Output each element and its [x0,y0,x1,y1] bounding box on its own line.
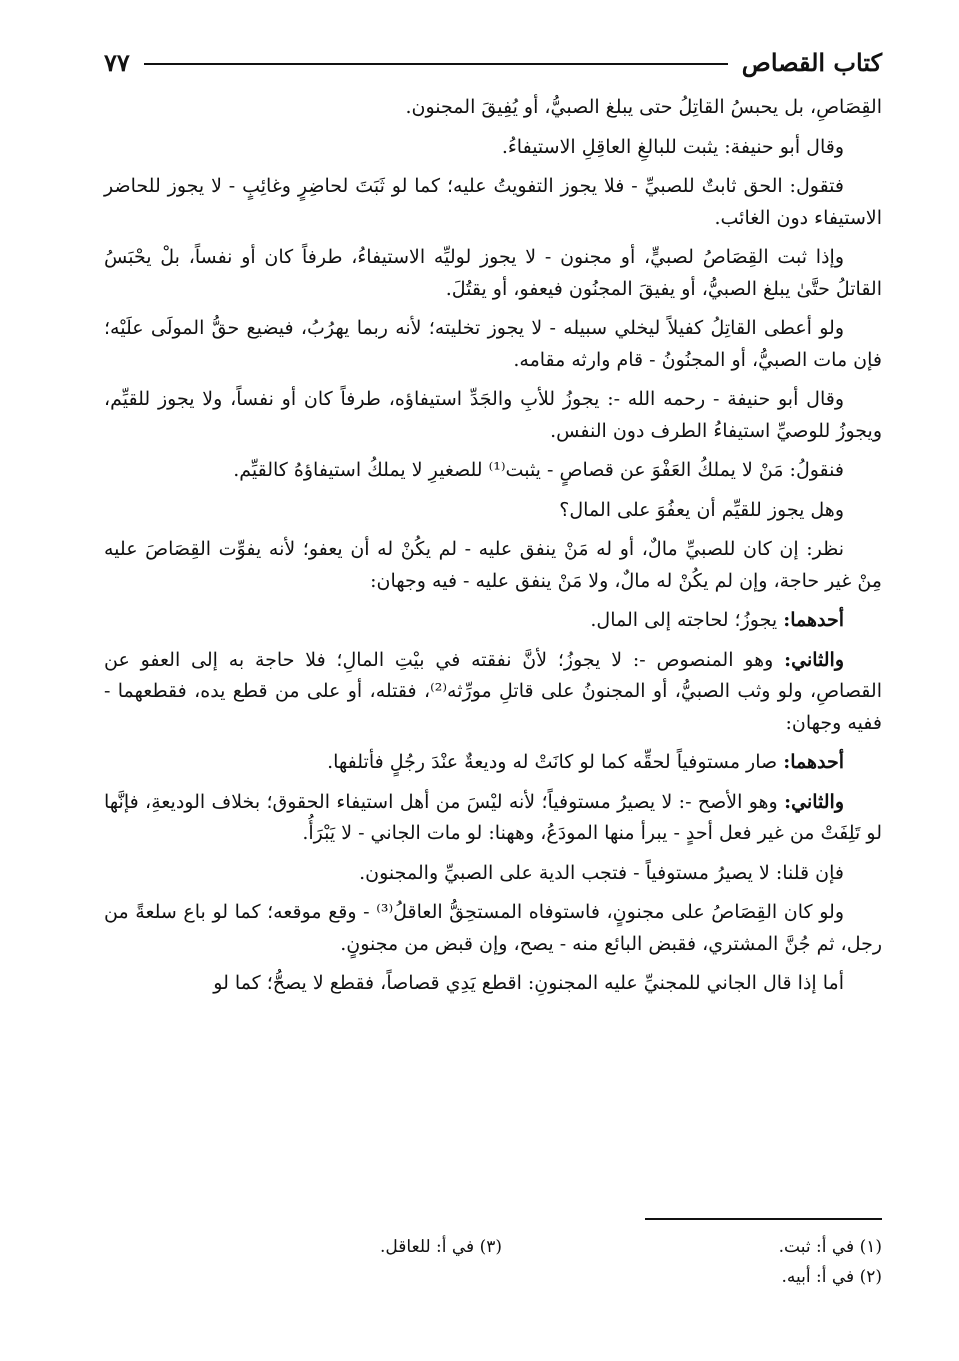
paragraph-text: وقال أبو حنيفة: يثبت للبالغِ العاقِلِ الاستيفاءُ. [501,135,844,158]
footnote: (١) في أ: ثبت. [778,1237,882,1257]
footnote-row [104,1262,882,1292]
paragraph [104,384,882,447]
page-number: ٧٧ [104,47,130,77]
paragraph [104,605,882,637]
footnote [122,1262,502,1292]
footnote-row [104,1232,882,1262]
paragraph-text: ولو أعطى القاتِلُ كفيلاً ليخلي سبيله - لا يجوز تخليته؛ لأنه ربما يهرُبُ، فيضيع حقُّ المولَى علَيْه؛ فإن مات الصبيُّ، أو المجنُونُ - قام وارثه مقامه. [104,317,882,371]
footnote-separator [645,1218,882,1220]
running-title: كتاب القصاص [741,47,882,77]
paragraph-lead: والثاني: [784,648,844,671]
paragraph-lead: أحدهما: [783,609,844,631]
page-header [104,40,882,84]
paragraph [104,132,882,164]
paragraph-text: يجوزُ؛ لحاجته إلى المال. [590,609,784,631]
paragraph [104,171,882,234]
paragraph-text: وإذا ثبت القِصَاصُ لصبيٍّ، أو مجنون - لا يجوز لوليِّه الاستيفاءُ، طرفاً كان أو نفساً، بلْ يحْبَسُ القاتلُ حتَّىٰ يبلغ الصبيُّ، أو يفيقَ المجنُون فيعفو، أو يقتُلَ. [104,246,882,300]
footnote: (٢) في أ: أبيه. [781,1267,882,1287]
paragraph-text: ولو كان القِصَاصُ على مجنونٍ، فاستوفاه المستحِقُّ العاقلُ⁽³⁾ - وقع موقعه؛ كما لو باع سلعةً من رجل، ثم جُنَّ المشتري، فقبض البائع منه - يصح، وإن قبض من مجنونٍ. [104,901,882,955]
page-body [104,92,882,1008]
footnotes [104,1232,882,1292]
footnote: (٣) في أ: للعاقل. [380,1237,502,1257]
paragraph-lead: والثاني: [784,790,844,813]
paragraph [104,858,882,890]
paragraph [104,787,882,850]
paragraph [104,897,882,960]
paragraph-text: فإن قلنا: لا يصيرُ مستوفياً - فتجب الدية على الصبيِّ والمجنون. [359,861,844,884]
paragraph-text: وهو المنصوص -: لا يجوزُ؛ لأنَّ نفقته في بيْتِ المالِ؛ فلا حاجة به إلى العفو عن القصاصِ، ولو وثب الصبيُّ، أو المجنونُ على قاتلِ مورِّثه⁽²⁾، فقتله، أو على من قطع يده، فقطعهما - ففيه وجهان: [104,648,882,734]
paragraph [104,242,882,305]
paragraph [104,645,882,740]
paragraph [104,313,882,376]
paragraph [104,747,882,779]
paragraph-text: القِصَاصِ، بل يحبسُ القاتِلُ حتى يبلغ الصبيُّ، أو يُفِيقَ المجنون. [405,96,882,118]
paragraph-text: صار مستوفياً لحقِّه كما لو كانَتْ له وديعةٌ عنْدَ رجُلٍ فأتلفها. [327,751,784,773]
paragraph-text: أما إذا قال الجاني للمجنيِّ عليه المجنونِ: اقطع يَدِي قصاصاً، فقطع لا يصحُّ؛ كما لو [213,972,844,994]
header-rule [144,63,728,65]
paragraph [104,455,882,487]
paragraph [104,968,882,1000]
paragraph-text: وهو الأصح -: لا يصيرُ مستوفياً؛ لأنه ليْسَ من أهل استيفاء الحقوق؛ بخلاف الوديعةِ، فإنَّها لو تَلِفَتْ من غير فعل أحدٍ - يبرأ منها المودَعُ، وههنا: لو مات الجاني - لا يَبْرَأُ. [104,790,882,844]
paragraph-text: نظر: إن كان للصبيِّ مالٌ، أو له مَنْ ينفق عليه - لم يكُنْ له أن يعفو؛ لأنه يفوِّت القِصَاصَ عليه مِنْ غير حاجة، وإن لم يكُنْ له مالٌ، ولا مَنْ ينفق عليه - فيه وجهان: [104,538,882,592]
paragraph-text: فنقولُ: مَنْ لا يملكُ العَفْوَ عن قصاصٍ - يثبت⁽¹⁾ للصغيرِ لا يملكُ استيفاؤهُ كالقيِّم. [233,459,844,481]
paragraph-lead: أحدهما: [783,751,844,773]
paragraph-text: وقال أبو حنيفة - رحمه الله -: يجوزُ للأبِ والجَدِّ استيفاؤه، طرفاً كان أو نفساً، ولا يجوز للقيِّم، ويجوزُ للوصيِّ استيفاءُ الطرف دون النفس. [104,388,882,442]
paragraph [104,92,882,124]
paragraph-text: وهل يجوز للقيِّم أن يعفُوَ على المال؟ [559,498,844,521]
paragraph [104,534,882,597]
paragraph-text: فتقول: الحق ثابتٌ للصبيِّ - فلا يجوز التفويتُ عليه؛ كما لو ثَبَتَ لحاضِرٍ وغائِبٍ - لا يجوز للحاضر الاستيفاء دون الغائب. [104,175,882,229]
paragraph [104,495,882,527]
